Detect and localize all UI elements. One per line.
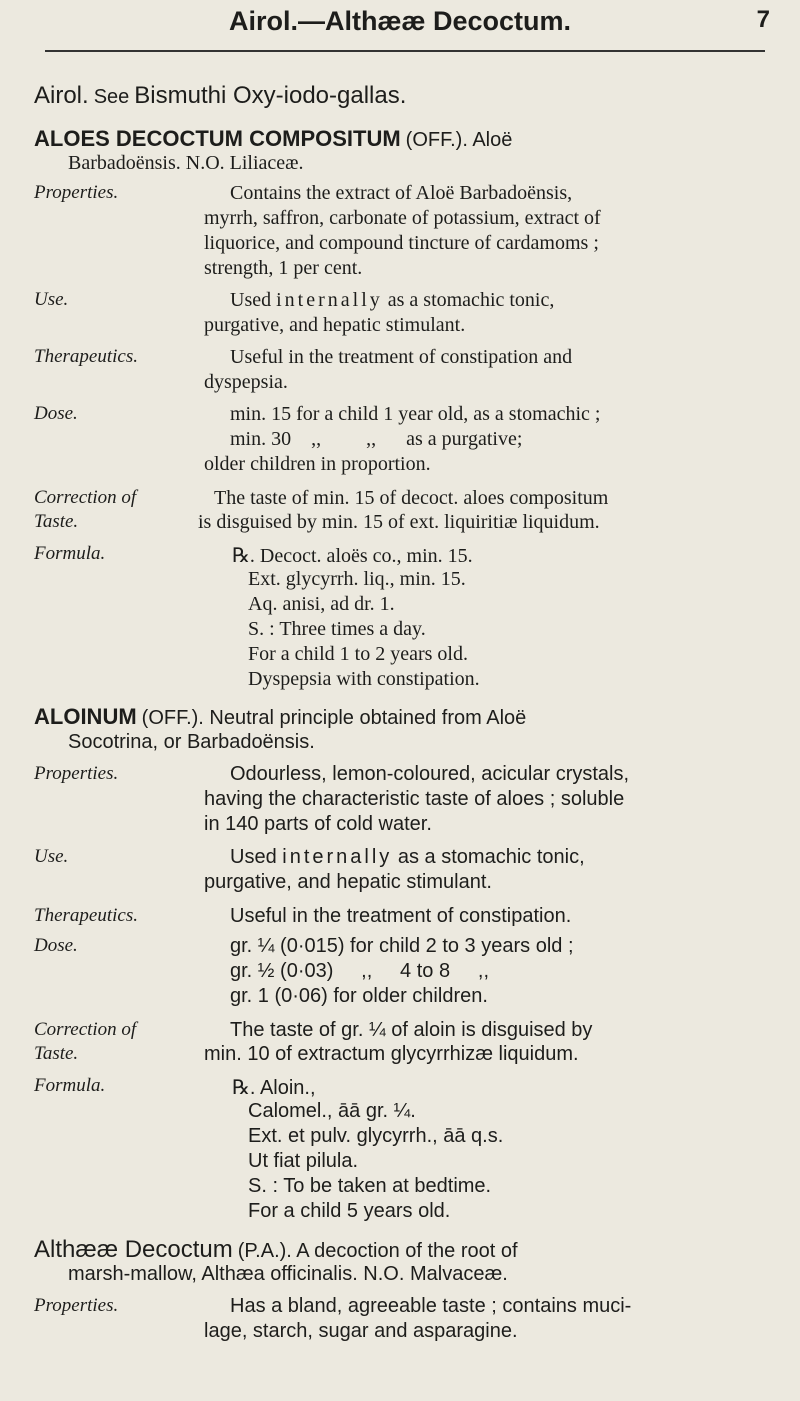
aloinum-formula-2: Ext. et pulv. glycyrrh., āā q.s. — [248, 1125, 504, 1147]
althaeae-heading-rest: (P.A.). A decoction of the root of — [237, 1240, 518, 1262]
aloes-heading: ALOES DECOCTUM COMPOSITUM — [34, 126, 401, 151]
aloinum-heading-line — [34, 704, 526, 730]
aloinum-label-use: Use. — [34, 846, 69, 867]
aloes-label-correction-2: Taste. — [34, 511, 79, 532]
aloinum-formula-1: Calomel., āā gr. ¼. — [248, 1100, 416, 1122]
aloinum-dose-0: gr. ¼ (0·015) for child 2 to 3 years old ; — [230, 935, 574, 957]
aloes-dose-0: min. 15 for a child 1 year old, as a stomachic ; — [230, 403, 601, 425]
aloes-label-correction-1: Correction of — [34, 487, 137, 508]
althaeae-properties-1: lage, starch, sugar and asparagine. — [204, 1320, 518, 1342]
aloinum-use-b: internally — [282, 846, 393, 868]
airol-name: Airol. — [34, 82, 89, 109]
aloes-use-1 — [230, 289, 554, 312]
aloes-line2: Barbadoënsis. N.O. Liliaceæ. — [68, 152, 304, 174]
aloes-properties-1: myrrh, saffron, carbonate of potassium, extract of — [204, 207, 601, 229]
aloes-properties-3: strength, 1 per cent. — [204, 257, 363, 279]
aloes-correction-0: The taste of min. 15 of decoct. aloes compositum — [214, 487, 609, 509]
aloes-heading-line — [34, 126, 512, 152]
aloinum-dose-2: gr. 1 (0·06) for older children. — [230, 985, 488, 1007]
althaeae-heading: Althææ Decoctum — [34, 1236, 233, 1263]
aloinum-use-1 — [230, 846, 585, 869]
althaeae-line2: marsh-mallow, Althæa officinalis. N.O. Malvaceæ. — [68, 1263, 508, 1285]
aloinum-label-properties: Properties. — [34, 763, 119, 784]
aloinum-label-formula: Formula. — [34, 1075, 106, 1096]
aloes-label-use: Use. — [34, 289, 69, 310]
aloes-use-c: as a stomachic tonic, — [387, 289, 555, 311]
aloinum-formula-0: ℞. Aloin., — [232, 1077, 316, 1099]
aloinum-label-therapeutics: Therapeutics. — [34, 905, 138, 926]
althaeae-properties-0: Has a bland, agreeable taste ; contains muci- — [230, 1295, 632, 1317]
aloes-therapeutics-1: dyspepsia. — [204, 371, 288, 393]
airol-see: See — [93, 86, 130, 108]
aloinum-label-correction-1: Correction of — [34, 1019, 137, 1040]
page-number: 7 — [756, 6, 770, 33]
running-head: Airol.—Althææ Decoctum. — [228, 6, 572, 36]
aloes-label-properties: Properties. — [34, 182, 119, 203]
aloes-label-formula: Formula. — [34, 543, 106, 564]
aloinum-label-dose: Dose. — [34, 935, 78, 956]
althaeae-label-properties: Properties. — [34, 1295, 119, 1316]
aloinum-properties-0: Odourless, lemon-coloured, acicular crystals, — [230, 763, 630, 785]
aloes-formula-1: Ext. glycyrrh. liq., min. 15. — [248, 568, 466, 590]
aloinum-formula-4: S. : To be taken at bedtime. — [248, 1175, 492, 1197]
aloes-label-therapeutics: Therapeutics. — [34, 346, 138, 367]
aloes-formula-3: S. : Three times a day. — [248, 618, 426, 640]
althaeae-heading-line — [34, 1236, 518, 1264]
aloes-properties-0: Contains the extract of Aloë Barbadoënsis, — [230, 182, 573, 204]
aloes-dose-2: older children in proportion. — [204, 453, 431, 475]
aloinum-use-2: purgative, and hepatic stimulant. — [204, 871, 492, 893]
aloinum-heading: ALOINUM — [34, 704, 137, 729]
aloinum-properties-2: in 140 parts of cold water. — [204, 813, 432, 835]
aloes-therapeutics-0: Useful in the treatment of constipation and — [230, 346, 573, 368]
aloes-heading-rest: (OFF.). Aloë — [405, 129, 513, 151]
airol-entry — [34, 82, 406, 110]
aloes-formula-5: Dyspepsia with constipation. — [248, 668, 480, 690]
aloes-properties-2: liquorice, and compound tincture of cardamoms ; — [204, 232, 599, 254]
airol-ref: Bismuthi Oxy-iodo-gallas. — [134, 82, 407, 109]
aloinum-formula-5: For a child 5 years old. — [248, 1200, 451, 1222]
aloes-correction-1: is disguised by min. 15 of ext. liquiritiæ liquidum. — [198, 511, 600, 533]
aloinum-correction-0: The taste of gr. ¼ of aloin is disguised by — [230, 1019, 593, 1041]
aloinum-properties-1: having the characteristic taste of aloes ; soluble — [204, 788, 625, 810]
header-rule — [45, 50, 765, 52]
aloes-use-b: internally — [276, 289, 383, 311]
aloes-dose-1: min. 30 ,, ,, as a purgative; — [230, 428, 523, 450]
aloes-formula-0: ℞. Decoct. aloës co., min. 15. — [232, 545, 473, 567]
aloinum-label-correction-2: Taste. — [34, 1043, 79, 1064]
aloinum-dose-1: gr. ½ (0·03) ,, 4 to 8 ,, — [230, 960, 489, 982]
aloes-use-2: purgative, and hepatic stimulant. — [204, 314, 466, 336]
aloinum-heading-rest: (OFF.). Neutral principle obtained from Aloë — [141, 707, 527, 729]
aloinum-use-c: as a stomachic tonic, — [397, 846, 585, 868]
aloinum-correction-1: min. 10 of extractum glycyrrhizæ liquidum. — [204, 1043, 579, 1065]
aloinum-formula-3: Ut fiat pilula. — [248, 1150, 359, 1172]
aloinum-use-a: Used — [230, 846, 277, 868]
aloinum-therapeutics: Useful in the treatment of constipation. — [230, 905, 572, 927]
aloinum-line2: Socotrina, or Barbadoënsis. — [68, 731, 315, 753]
aloes-formula-2: Aq. anisi, ad dr. 1. — [248, 593, 395, 615]
aloes-use-a: Used — [230, 289, 272, 311]
aloes-label-dose: Dose. — [34, 403, 78, 424]
aloes-formula-4: For a child 1 to 2 years old. — [248, 643, 468, 665]
